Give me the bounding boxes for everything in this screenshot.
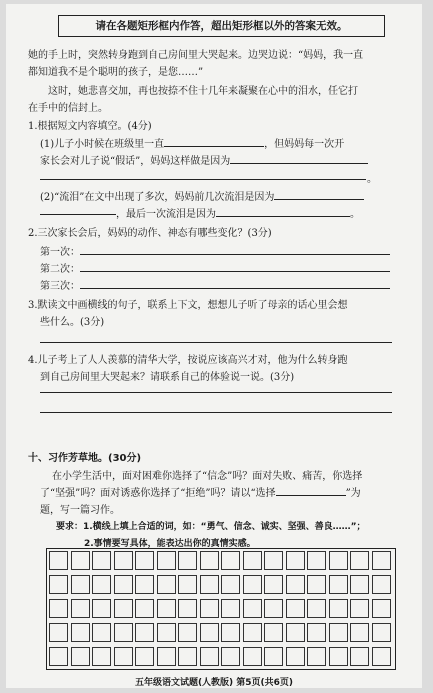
q1-period-2: 。 xyxy=(350,209,360,220)
grid-row xyxy=(47,647,395,667)
grid-cell[interactable] xyxy=(135,623,154,642)
grid-cell[interactable] xyxy=(178,551,197,570)
grid-cell[interactable] xyxy=(71,647,90,666)
grid-cell[interactable] xyxy=(264,599,283,618)
grid-cell[interactable] xyxy=(243,599,262,618)
grid-cell[interactable] xyxy=(307,623,326,642)
grid-row xyxy=(47,599,395,619)
grid-cell[interactable] xyxy=(350,623,369,642)
grid-cell[interactable] xyxy=(114,575,133,594)
q2-first-line[interactable] xyxy=(80,254,390,255)
q1-part1-text-a: (1)儿子小时候在班级里一直 xyxy=(40,139,165,150)
section-10-line-3: 题，写一篇习作。 xyxy=(40,505,120,516)
grid-cell[interactable] xyxy=(350,551,369,570)
grid-cell[interactable] xyxy=(49,623,68,642)
grid-cell[interactable] xyxy=(221,623,240,642)
grid-cell[interactable] xyxy=(264,647,283,666)
grid-cell[interactable] xyxy=(114,599,133,618)
passage-line-2: 都知道我不是个聪明的孩子，是您……” xyxy=(28,67,204,78)
grid-cell[interactable] xyxy=(49,551,68,570)
passage-line-4: 在手中的信封上。 xyxy=(28,103,108,114)
grid-cell[interactable] xyxy=(92,575,111,594)
grid-cell[interactable] xyxy=(264,623,283,642)
q1-blank-4[interactable] xyxy=(216,206,350,217)
grid-cell[interactable] xyxy=(157,623,176,642)
grid-cell[interactable] xyxy=(200,623,219,642)
grid-cell[interactable] xyxy=(114,551,133,570)
q1-period-1: 。 xyxy=(367,174,377,185)
q1-part2-line-b xyxy=(116,205,360,220)
grid-cell[interactable] xyxy=(200,551,219,570)
grid-cell[interactable] xyxy=(178,599,197,618)
grid-cell[interactable] xyxy=(49,575,68,594)
grid-cell[interactable] xyxy=(350,575,369,594)
grid-cell[interactable] xyxy=(307,599,326,618)
q4-answer-line-1[interactable] xyxy=(40,392,392,393)
grid-cell[interactable] xyxy=(329,599,348,618)
question-3-line-2: 些什么。(3分) xyxy=(40,317,105,328)
q1-part1-line-a xyxy=(40,135,344,150)
grid-cell[interactable] xyxy=(49,599,68,618)
grid-cell[interactable] xyxy=(221,551,240,570)
answer-area-notice: 请在各题矩形框内作答，超出矩形框以外的答案无效。 xyxy=(58,15,385,37)
section-10-title: 十、习作芳草地。(30分) xyxy=(28,453,142,464)
grid-cell[interactable] xyxy=(329,551,348,570)
question-4-line-2: 到自己房间里大哭起来？请联系自己的体验说一说。(3分) xyxy=(40,372,295,383)
grid-cell[interactable] xyxy=(71,551,90,570)
grid-cell[interactable] xyxy=(178,623,197,642)
grid-cell[interactable] xyxy=(372,575,391,594)
page-footer: 五年级语文试题(人教版) 第5页(共6页) xyxy=(134,678,294,688)
grid-cell[interactable] xyxy=(286,647,305,666)
grid-cell[interactable] xyxy=(221,599,240,618)
section-10-text-2-end: ”为 xyxy=(345,488,361,499)
q2-third-label: 第三次： xyxy=(40,281,80,292)
question-1-title: 1.根据短文内容填空。(4分) xyxy=(28,121,152,132)
grid-cell[interactable] xyxy=(114,623,133,642)
q1-blank-2[interactable] xyxy=(230,153,368,164)
q4-answer-line-2[interactable] xyxy=(40,412,392,413)
grid-cell[interactable] xyxy=(329,575,348,594)
title-blank[interactable] xyxy=(276,485,346,496)
grid-cell[interactable] xyxy=(157,647,176,666)
q2-second-label: 第二次： xyxy=(40,264,80,275)
grid-cell[interactable] xyxy=(135,575,154,594)
grid-row xyxy=(47,575,395,595)
grid-cell[interactable] xyxy=(307,551,326,570)
grid-cell[interactable] xyxy=(178,575,197,594)
grid-row xyxy=(47,623,395,643)
q1-answer-line-2[interactable] xyxy=(40,214,116,215)
q1-blank-1[interactable] xyxy=(164,136,264,147)
grid-cell[interactable] xyxy=(221,647,240,666)
grid-cell[interactable] xyxy=(350,647,369,666)
q1-part1-text-c: 家长会对儿子说“假话”，妈妈这样做是因为 xyxy=(40,156,231,167)
grid-cell[interactable] xyxy=(92,599,111,618)
grid-cell[interactable] xyxy=(264,575,283,594)
q2-second-line[interactable] xyxy=(80,271,390,272)
q1-part1-text-b: ，但妈妈每一次开 xyxy=(264,139,345,150)
section-10-line-1: 在小学生活中，面对困难你选择了“信念”吗？面对失败、痛苦，你选择 xyxy=(52,471,363,482)
grid-cell[interactable] xyxy=(92,647,111,666)
q1-part2-line-a xyxy=(40,188,364,203)
grid-cell[interactable] xyxy=(329,623,348,642)
grid-cell[interactable] xyxy=(372,551,391,570)
grid-cell[interactable] xyxy=(92,623,111,642)
section-10-text-2: 了“坚强”吗？面对诱惑你选择了“拒绝”吗？请以“选择 xyxy=(40,488,276,499)
grid-cell[interactable] xyxy=(92,551,111,570)
grid-cell[interactable] xyxy=(286,575,305,594)
section-10-line-2 xyxy=(40,484,361,499)
grid-cell[interactable] xyxy=(200,599,219,618)
grid-cell[interactable] xyxy=(243,575,262,594)
grid-cell[interactable] xyxy=(200,647,219,666)
grid-row xyxy=(47,551,395,571)
grid-cell[interactable] xyxy=(157,551,176,570)
q1-blank-3[interactable] xyxy=(274,189,364,200)
q2-first-label: 第一次： xyxy=(40,247,80,258)
grid-cell[interactable] xyxy=(307,647,326,666)
grid-cell[interactable] xyxy=(329,647,348,666)
exam-page xyxy=(6,4,422,688)
q2-third-line[interactable] xyxy=(80,288,390,289)
question-4-line-1: 4.儿子考上了人人羡慕的清华大学，按说应该高兴才对，他为什么转身跑 xyxy=(28,355,348,366)
grid-cell[interactable] xyxy=(243,647,262,666)
grid-cell[interactable] xyxy=(243,623,262,642)
grid-cell[interactable] xyxy=(178,647,197,666)
grid-cell[interactable] xyxy=(372,623,391,642)
grid-cell[interactable] xyxy=(157,599,176,618)
passage-line-1: 她的手上时，突然转身跑到自己房间里大哭起来。边哭边说：“妈妈，我一直 xyxy=(28,50,364,61)
q1-part2-text-a: (2)“流泪”在文中出现了多次，妈妈前几次流泪是因为 xyxy=(40,192,275,203)
grid-cell[interactable] xyxy=(71,575,90,594)
grid-cell[interactable] xyxy=(157,575,176,594)
grid-cell[interactable] xyxy=(350,599,369,618)
grid-cell[interactable] xyxy=(372,647,391,666)
composition-grid[interactable] xyxy=(46,548,396,670)
grid-cell[interactable] xyxy=(135,551,154,570)
grid-cell[interactable] xyxy=(49,647,68,666)
grid-cell[interactable] xyxy=(307,575,326,594)
grid-cell[interactable] xyxy=(286,599,305,618)
requirement-1: 要求：1.横线上填上合适的词，如：“勇气、信念、诚实、坚强、善良……”； xyxy=(56,522,366,532)
q1-part1-line-b xyxy=(40,152,368,167)
q1-part2-text-b: ，最后一次流泪是因为 xyxy=(116,209,216,220)
grid-cell[interactable] xyxy=(114,647,133,666)
grid-cell[interactable] xyxy=(286,551,305,570)
grid-cell[interactable] xyxy=(200,575,219,594)
q3-answer-line[interactable] xyxy=(40,342,392,343)
passage-line-3: 这时，她悲喜交加，再也按捺不住十几年来凝聚在心中的泪水，任它打 xyxy=(48,86,358,97)
grid-cell[interactable] xyxy=(71,623,90,642)
grid-cell[interactable] xyxy=(286,623,305,642)
grid-cell[interactable] xyxy=(135,599,154,618)
grid-cell[interactable] xyxy=(135,647,154,666)
requirement-2: 2.事情要写具体，能表达出你的真情实感。 xyxy=(84,539,256,549)
grid-cell[interactable] xyxy=(71,599,90,618)
grid-cell[interactable] xyxy=(243,551,262,570)
grid-cell[interactable] xyxy=(372,599,391,618)
grid-cell[interactable] xyxy=(264,551,283,570)
question-2-title: 2.三次家长会后，妈妈的动作、神态有哪些变化？(3分) xyxy=(28,228,272,239)
q1-answer-line-1[interactable] xyxy=(40,179,366,180)
question-3-line-1: 3.默读文中画横线的句子，联系上下文，想想儿子听了母亲的话心里会想 xyxy=(28,300,348,311)
grid-cell[interactable] xyxy=(221,575,240,594)
